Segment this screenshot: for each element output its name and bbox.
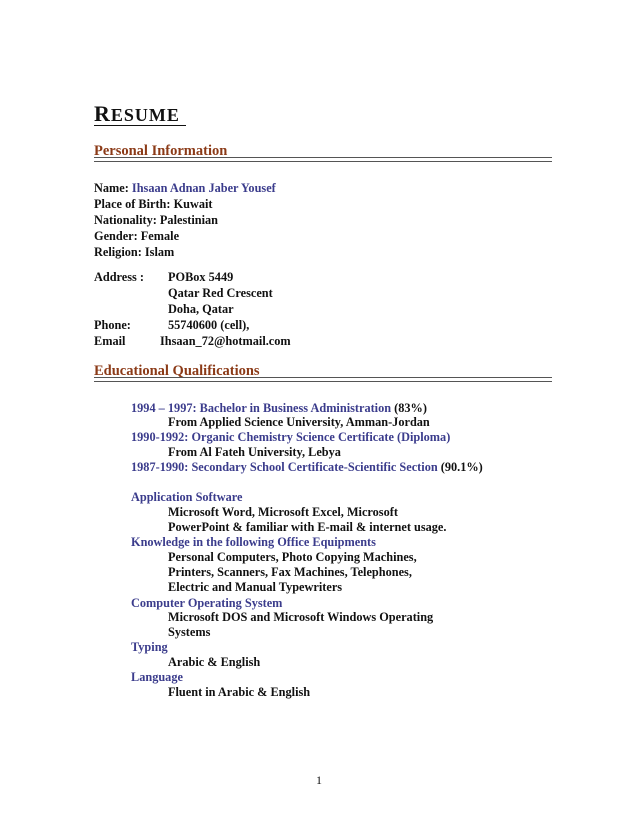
address-line: Qatar Red Crescent — [168, 286, 273, 300]
education-entry-score: (90.1%) — [437, 460, 483, 474]
personal-info-heading: Personal Information — [94, 143, 228, 159]
skill-title-application-software: Application Software — [131, 490, 243, 504]
personal-info-rule — [94, 157, 552, 162]
resume-title — [94, 101, 186, 126]
skill-title-operating-system: Computer Operating System — [131, 596, 283, 610]
education-entry-detail: From Al Fateh University, Lebya — [168, 445, 341, 459]
nationality: Nationality: Palestinian — [94, 213, 218, 227]
education-entry-title — [131, 429, 450, 445]
skill-detail: Arabic & English — [168, 655, 261, 669]
email-label: Email — [94, 334, 126, 348]
name-line — [94, 180, 276, 196]
skill-title-office-equipments: Knowledge in the following Office Equipments — [131, 535, 376, 549]
education-entry-name: 1987-1990: Secondary School Certificate-Scientific Section — [131, 460, 438, 474]
name-separator: : — [124, 181, 132, 195]
resume-title-initial: R — [94, 101, 111, 126]
skill-detail: Printers, Scanners, Fax Machines, Telephones, — [168, 565, 412, 579]
phone-value: 55740600 (cell), — [168, 318, 250, 332]
email-value: Ihsaan_72@hotmail.com — [160, 334, 291, 348]
skill-detail: Microsoft Word, Microsoft Excel, Microsoft — [168, 505, 398, 519]
education-entry-score: (83%) — [391, 401, 427, 415]
religion: Religion: Islam — [94, 245, 175, 259]
skill-detail: Systems — [168, 625, 211, 639]
name-label: Name — [94, 181, 125, 195]
education-entry-name: 1990-1992: Organic Chemistry Science Certificate (Diploma) — [131, 430, 451, 444]
address-line: Doha, Qatar — [168, 302, 234, 316]
name-value: Ihsaan Adnan Jaber Yousef — [131, 181, 276, 195]
education-heading: Educational Qualifications — [94, 363, 260, 379]
phone-label: Phone: — [94, 318, 131, 332]
skill-detail: Personal Computers, Photo Copying Machines, — [168, 550, 417, 564]
skill-title-language: Language — [131, 670, 183, 684]
place-of-birth: Place of Birth: Kuwait — [94, 197, 213, 211]
education-entry-title — [131, 459, 483, 475]
gender: Gender: Female — [94, 229, 180, 243]
education-entry-name: 1994 – 1997: Bachelor in Business Administration — [131, 401, 392, 415]
education-rule — [94, 377, 552, 382]
skill-detail: Fluent in Arabic & English — [168, 685, 311, 699]
skill-detail: Electric and Manual Typewriters — [168, 580, 343, 594]
skill-detail: PowerPoint & familiar with E-mail & internet usage. — [168, 520, 447, 534]
resume-title-rest: ESUME — [110, 105, 180, 125]
skill-detail: Microsoft DOS and Microsoft Windows Operating — [168, 610, 434, 624]
skill-title-typing: Typing — [131, 640, 168, 654]
page-number: 1 — [316, 773, 322, 787]
address-label: Address : — [94, 270, 144, 284]
address-line: POBox 5449 — [168, 270, 234, 284]
education-entry-detail: From Applied Science University, Amman-Jordan — [168, 415, 430, 429]
